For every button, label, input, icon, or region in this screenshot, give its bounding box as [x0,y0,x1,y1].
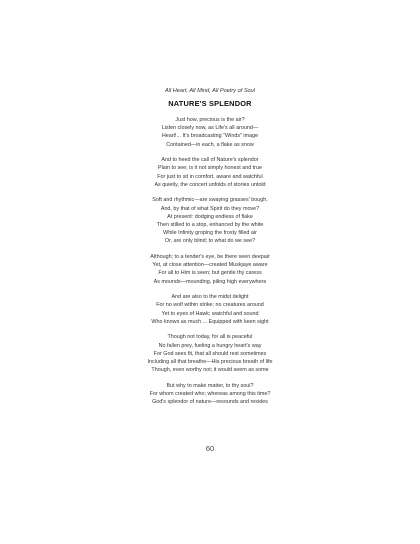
poem-line: As mounds—mounding, piling high everywhere [153,278,267,285]
poem-line: As quietly, the concert unfolds of stories untold [154,181,266,188]
stanza [0,253,420,286]
poem-line: God's splendor of nature—resounds and resides [152,399,268,406]
poem-line: Listen closely now, as Life's all around— [161,125,259,132]
poem-line: Although; to a tender's eye, be there seen deepair [150,254,270,261]
stanza [0,156,420,189]
poem-line: Or, are only blind; to what do we see? [164,238,256,245]
poem-line: For all to Him is seen; but gentle thy caress [158,270,262,277]
poem-line: Yet to eyes of Hawk; watchful and sound [161,310,259,317]
poem-line: Who knows as much ... Equipped with keen sight [151,318,269,325]
poem-line: No fallen prey, fueling a hungry heart's way [158,342,262,349]
poem-line: At present: dodging endless of flake [167,213,253,220]
poem-line: For no wolf within strike; no creatures around [156,302,264,309]
poem-line: For whom created who; whereas among this time? [149,391,271,398]
poem-line: Including all that breathe—His precious breath of life [147,359,273,366]
stanza [0,333,420,374]
poem-title: NATURE'S SPLENDOR [168,99,252,108]
poem-line: And, by that of what Spirit do they move? [160,205,260,212]
poem-line: Soft and rhythmic—are swaying grasses' bough, [152,197,268,204]
poem-body [0,116,420,414]
poem-line: And are also to the midst delight [171,294,249,301]
poem-line: But why to make matter, to thy soul? [166,382,254,389]
poem-line: Then stilled to a stop, enhanced by the white [156,222,264,229]
poem-line: And to heed the call of Nature's splendor [161,157,259,164]
stanza [0,382,420,407]
poem-line: Just how, precious is the air? [175,117,245,123]
stanza [0,293,420,326]
poem-line: Though, even worthy not; it would seem as some [151,367,269,374]
stanza [0,116,420,149]
page-number: 60 [205,444,215,453]
poem-line: Plain to see; is it not simply honest and true [158,165,262,172]
poem-line: Heart!... It's broadcasting "Winds" image [161,133,259,140]
poem-line: Contained—in each, a flake as snow [166,141,254,148]
poem-line: While Infinity groping the frosty filled air [163,230,257,237]
poem-line: For God sees fit, that all should rest sometimes [153,350,267,357]
poem-line: Though not today, for all is peaceful [167,334,253,341]
poem-line: For just to sit in comfort, aware and watchful [157,173,263,180]
stanza [0,196,420,245]
running-head: All Heart, All Mind, All Poetry of Soul [164,88,256,94]
poem-line: Yet, at close attention—created Muskjaye aware [152,262,268,269]
